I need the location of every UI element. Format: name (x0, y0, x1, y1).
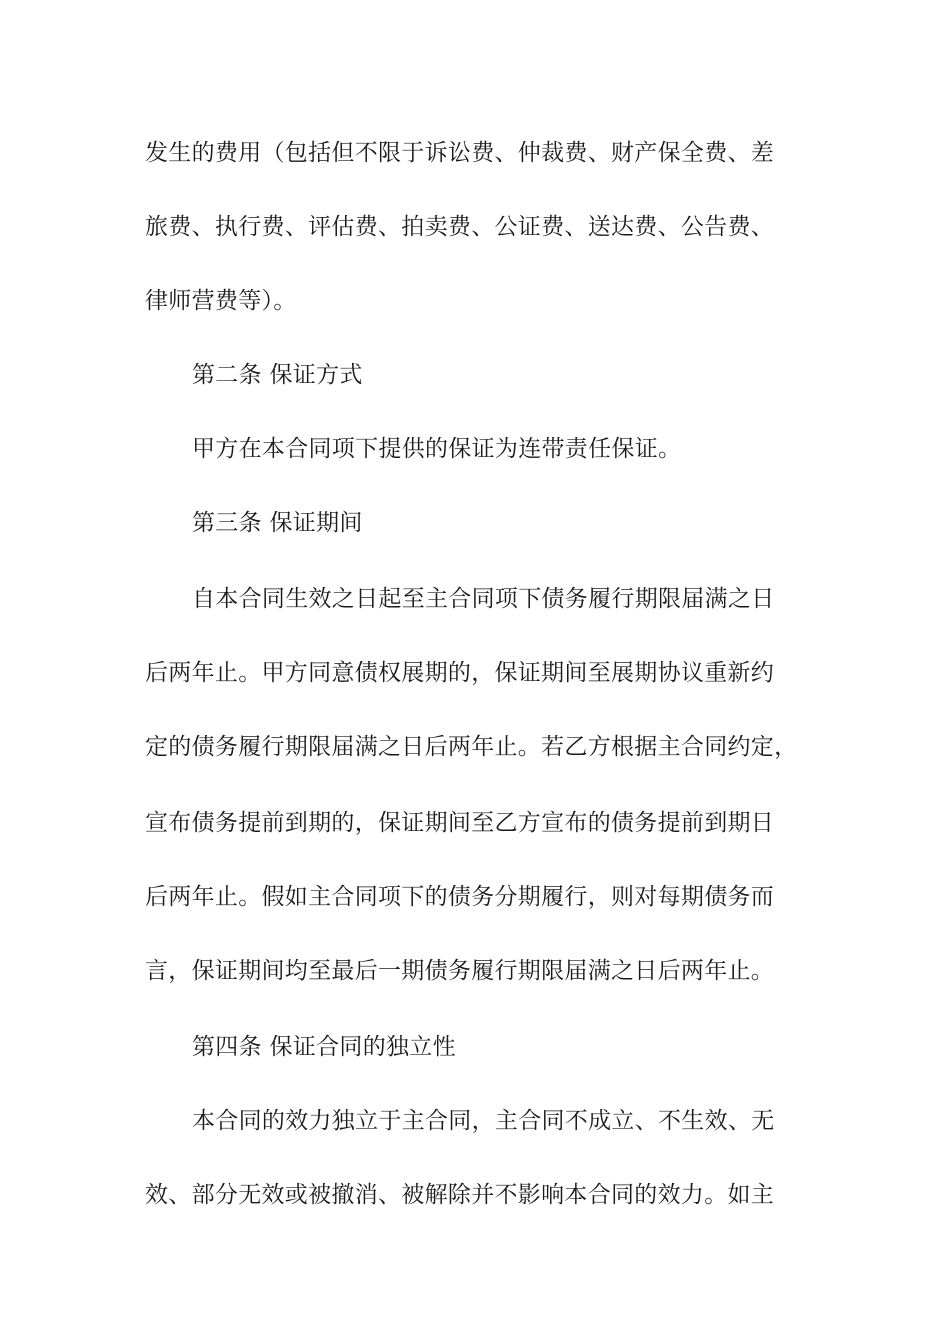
body-text-line: 旅费、执行费、评估费、拍卖费、公证费、送达费、公告费、 (145, 214, 775, 240)
body-text-line: 本合同的效力独立于主合同，主合同不成立、不生效、无 (192, 1108, 775, 1134)
body-text-line: 发生的费用（包括但不限于诉讼费、仲裁费、财产保全费、差 (145, 140, 775, 166)
body-text-line: 后两年止。假如主合同项下的债务分期履行，则对每期债务而 (145, 884, 775, 910)
article-heading: 第二条 保证方式 (192, 362, 363, 388)
body-text-line: 宣布债务提前到期的，保证期间至乙方宣布的债务提前到期日 (145, 810, 775, 836)
body-text-line: 效、部分无效或被撤消、被解除并不影响本合同的效力。如主 (145, 1182, 775, 1208)
body-text-line: 自本合同生效之日起至主合同项下债务履行期限届满之日 (192, 586, 775, 612)
body-text-line: 甲方在本合同项下提供的保证为连带责任保证。 (192, 436, 682, 462)
article-heading: 第三条 保证期间 (192, 510, 363, 536)
body-text-line: 定的债务履行期限届满之日后两年止。若乙方根据主合同约定， (145, 734, 798, 760)
article-heading: 第四条 保证合同的独立性 (192, 1034, 456, 1060)
body-text-line: 律师营费等）。 (145, 288, 297, 314)
body-text-line: 言，保证期间均至最后一期债务履行期限届满之日后两年止。 (145, 958, 775, 984)
body-text-line: 后两年止。甲方同意债权展期的，保证期间至展期协议重新约 (145, 660, 775, 686)
